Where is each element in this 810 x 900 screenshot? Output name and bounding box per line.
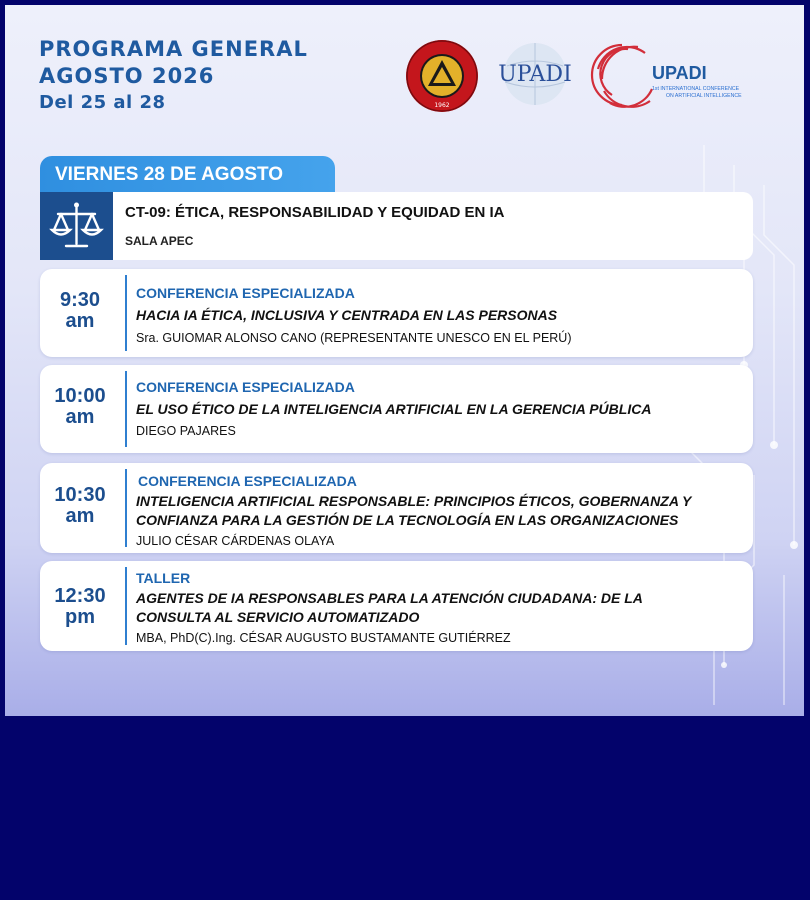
event-divider [125, 275, 127, 351]
event-speaker: JULIO CÉSAR CÁRDENAS OLAYA [136, 534, 335, 548]
event-title-line1: AGENTES DE IA RESPONSABLES PARA LA ATENCIÓN CIUDADANA: DE LA [136, 590, 643, 606]
program-dates: Del 25 al 28 [39, 92, 166, 113]
session-title: CT-09: ÉTICA, RESPONSABILIDAD Y EQUIDAD EN IA [125, 204, 505, 221]
cip-year: 1962 [434, 102, 450, 109]
program-title: PROGRAMA GENERAL [39, 37, 308, 61]
program-month: AGOSTO 2026 [39, 64, 215, 88]
upadi2-sub1: 1st INTERNATIONAL CONFERENCE [652, 86, 740, 92]
event-title-line2: CONFIANZA PARA LA GESTIÓN DE LA TECNOLOGÍA EN LAS ORGANIZACIONES [136, 512, 679, 528]
event-card [40, 269, 753, 357]
upadi2-text: UPADI [652, 63, 707, 83]
event-speaker: Sra. GUIOMAR ALONSO CANO (REPRESENTANTE UNESCO EN EL PERÚ) [136, 331, 572, 345]
upadi2-sub2: ON ARTIFICIAL INTELLIGENCE [666, 93, 742, 99]
event-time: 12:30 [54, 585, 106, 607]
event-time: 9:30 [59, 289, 101, 311]
upadi-conference-logo [590, 39, 765, 113]
event-title: HACIA IA ÉTICA, INCLUSIVA Y CENTRADA EN LAS PERSONAS [136, 307, 558, 323]
event-title-line2: CONSULTA AL SERVICIO AUTOMATIZADO [136, 609, 420, 625]
event-type: CONFERENCIA ESPECIALIZADA [138, 473, 357, 489]
program-poster [5, 5, 804, 716]
event-time-period: pm [65, 606, 95, 628]
event-time: 10:30 [54, 484, 106, 506]
day-tab: VIERNES 28 DE AGOSTO [40, 156, 335, 194]
event-divider [125, 469, 127, 547]
event-divider [125, 567, 127, 645]
event-time-period: am [65, 406, 95, 428]
event-card [40, 463, 753, 553]
event-card [40, 365, 753, 453]
event-time-period: am [65, 505, 95, 527]
event-speaker: DIEGO PAJARES [136, 424, 236, 438]
upadi-text: UPADI [498, 62, 572, 87]
event-speaker: MBA, PhD(C).Ing. CÉSAR AUGUSTO BUSTAMANTE GUTIÉRREZ [136, 631, 511, 645]
cip-logo [405, 39, 479, 113]
event-time-period: am [65, 310, 95, 332]
event-type: CONFERENCIA ESPECIALIZADA [136, 285, 355, 301]
event-title-line1: INTELIGENCIA ARTIFICIAL RESPONSABLE: PRINCIPIOS ÉTICOS, GOBERNANZA Y [136, 493, 692, 509]
event-type: TALLER [136, 570, 191, 586]
event-card [40, 561, 753, 651]
session-room: SALA APEC [125, 234, 194, 248]
upadi-logo [493, 41, 577, 107]
scales-icon [40, 192, 113, 260]
event-title: EL USO ÉTICO DE LA INTELIGENCIA ARTIFICIAL EN LA GERENCIA PÚBLICA [136, 401, 652, 417]
event-type: CONFERENCIA ESPECIALIZADA [136, 379, 355, 395]
event-time: 10:00 [54, 385, 106, 407]
event-divider [125, 371, 127, 447]
session-header [40, 192, 753, 260]
